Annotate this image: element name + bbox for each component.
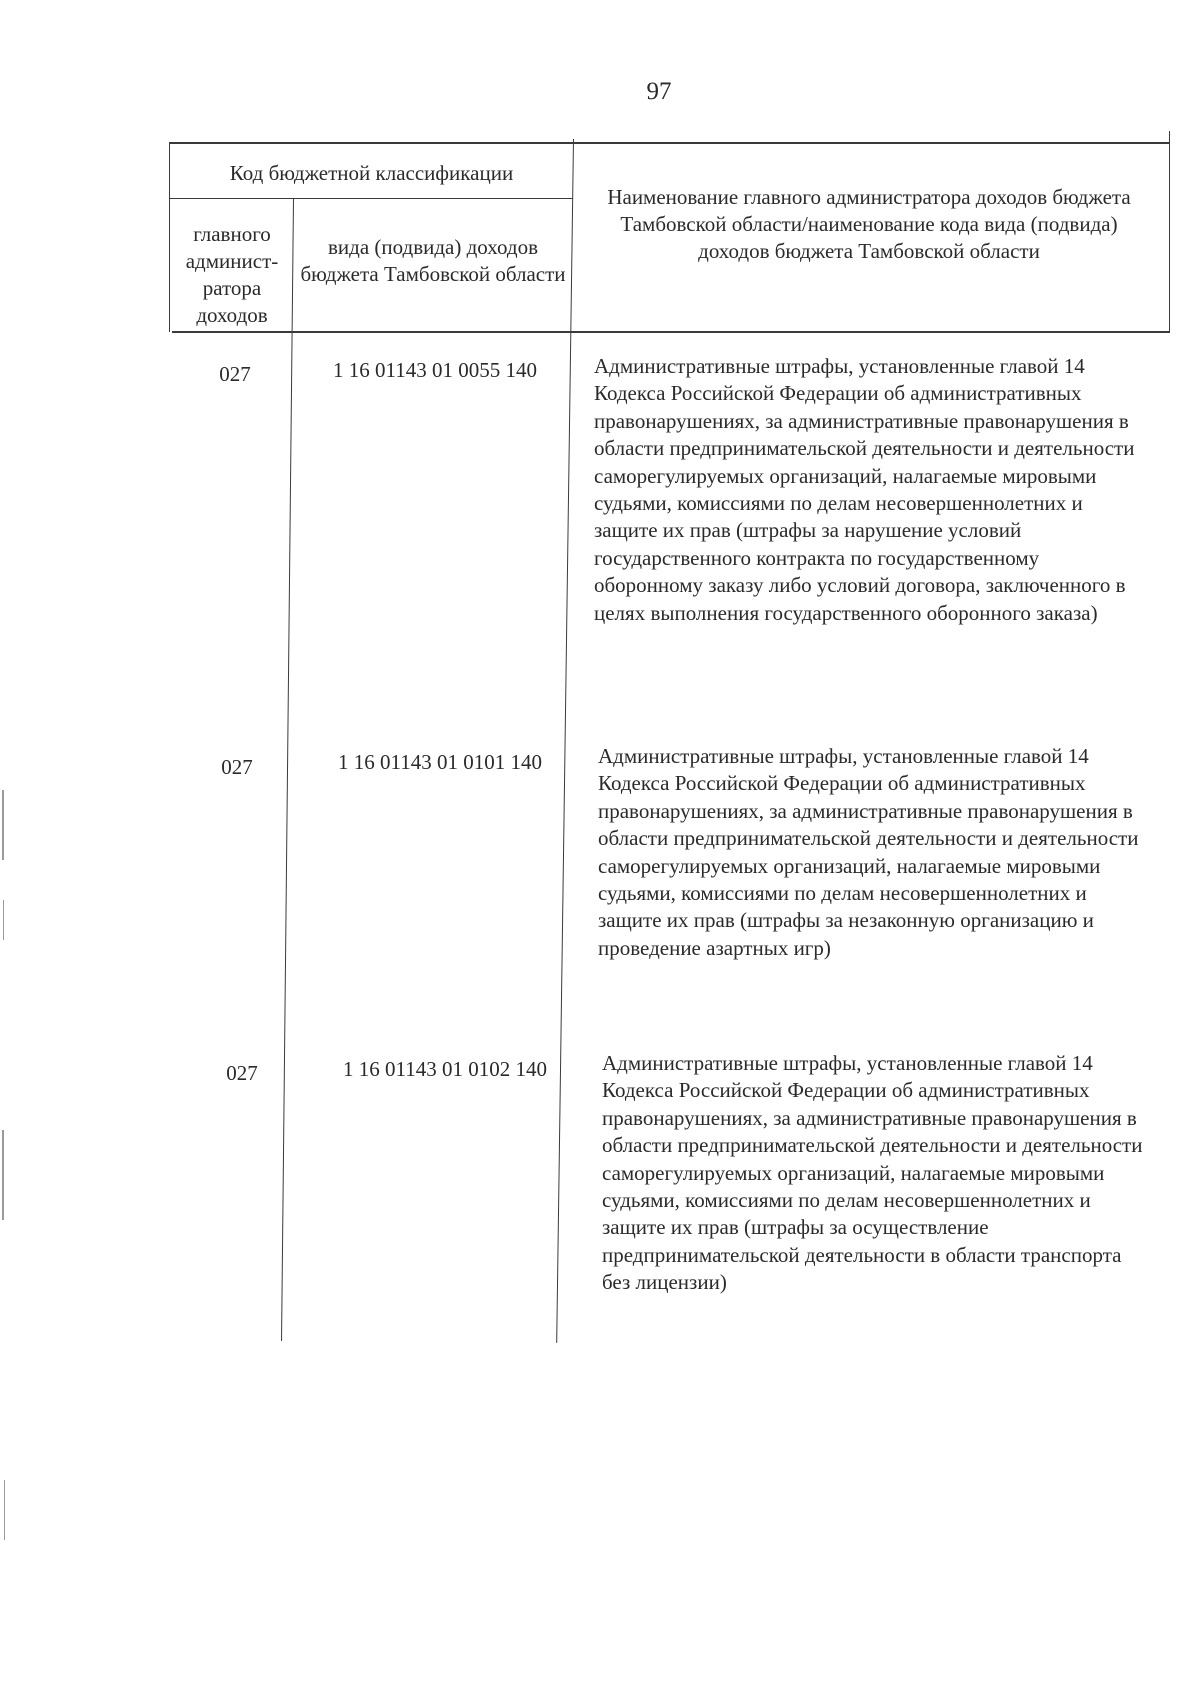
- column-separator-admin-code: [281, 198, 294, 1341]
- table-right-border: [1169, 131, 1170, 332]
- header-budget-classification: Код бюджетной классификации: [229, 161, 514, 185]
- row-1-admin-code: 027: [219, 362, 251, 386]
- row-3-income-code: 1 16 01143 01 0102 140: [343, 1057, 547, 1081]
- header-group-separator: [169, 198, 573, 199]
- row-2-admin-code: 027: [221, 755, 253, 779]
- page-number: 97: [646, 78, 672, 105]
- row-2-income-code: 1 16 01143 01 0101 140: [338, 750, 542, 774]
- header-name-column: Наименование главного администратора доходов бюджета Тамбовской области/наименование кода вида (подвида) доходов бюджета Тамбовской области: [607, 185, 1131, 263]
- header-admin-column: главного админист-ратора доходов: [185, 222, 279, 327]
- header-code-column: вида (подвида) доходов бюджета Тамбовской области: [300, 235, 566, 286]
- header-bottom-border: [172, 331, 1170, 333]
- row-3-admin-code: 027: [226, 1061, 258, 1085]
- row-1-description: Административные штрафы, установленные главой 14 Кодекса Российской Федерации об административных правонарушениях, за административные правонарушения в области предпринимательской деятельности и деятельности саморегулируемых организаций, налагаемые мировыми судьями, комиссиями по делам несовершеннолетних и защите их прав (штрафы за нарушение условий государственного контракта по государственному оборонному заказу либо условий договора, заключенного в целях выполнения государственного оборонного заказа): [594, 354, 1135, 625]
- row-1-income-code: 1 16 01143 01 0055 140: [333, 358, 537, 382]
- row-2-description: Административные штрафы, установленные главой 14 Кодекса Российской Федерации об административных правонарушениях, за административные правонарушения в области предпринимательской деятельности и деятельности саморегулируемых организаций, налагаемые мировыми судьями, комиссиями по делам несовершеннолетних и защите их прав (штрафы за незаконную организацию и проведение азартных игр): [598, 744, 1139, 960]
- table-top-border: [169, 142, 1170, 144]
- column-separator-code-name: [556, 139, 574, 1343]
- row-3-description: Административные штрафы, установленные главой 14 Кодекса Российской Федерации об административных правонарушениях, за административные правонарушения в области предпринимательской деятельности и деятельности саморегулируемых организаций, налагаемые мировыми судьями, комиссиями по делам несовершеннолетних и защите их прав (штрафы за осуществление предпринимательской деятельности в области транспорта без лицензии): [602, 1051, 1143, 1295]
